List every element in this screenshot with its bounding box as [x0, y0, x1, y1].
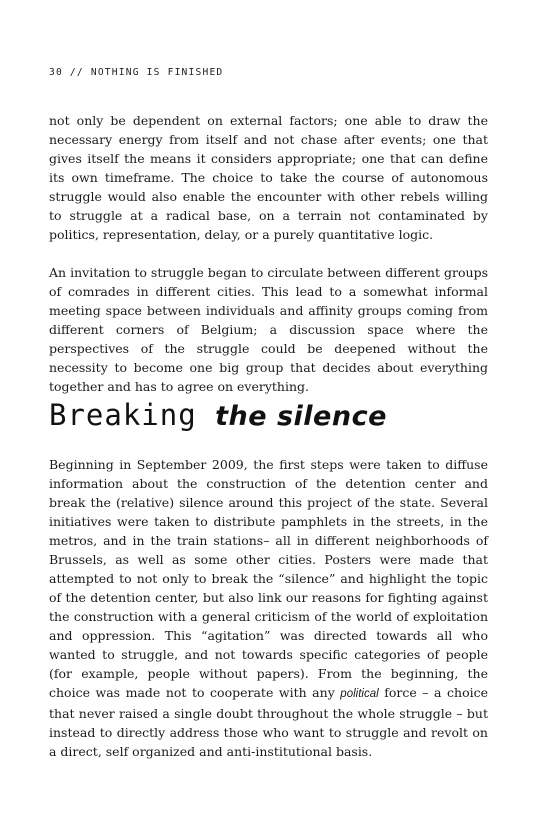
section-heading-plain: Breaking [49, 398, 216, 432]
paragraph-continuation: not only be dependent on external factors; one able to draw the necessary energy from itself and not chase after events; one that gives itself the means it considers appropriate; one that can define its own timeframe. The choice to take the course of autonomous struggle would also enable the encounter with other rebels willing to struggle at a radical base, on a terrain not contaminated by politics, representation, delay, or a purely quantitative logic. [49, 113, 488, 242]
running-header: 30 // NOTHING IS FINISHED [49, 67, 224, 78]
paragraph-breaking-silence-part-a: Beginning in September 2009, the first steps were taken to diffuse information about the construction of the detention center and break the (relative) silence around this project of the state. Several initiatives were taken to distribute pamphlets in the streets, in the metros, and in the train stations– all in different neighborhoods of Brussels, as well as some other cities. Posters were made that attempted to not only to break the “silence” and highlight the topic of the detention center, but also link our reasons for fighting against the construction with a general criticism of the world of exploitation and oppression. This “agitation” was directed towards all who wanted to struggle, and not towards specific categories of people (for example, people without papers). From the beginning, the choice was made not to cooperate with any [49, 457, 488, 700]
paragraph-breaking-silence-part-b: force – a choice that never raised a single doubt throughout the whole struggle – but instead to directly address those who want to struggle and revolt on a direct, self organized and anti-institutional basis. [49, 685, 488, 759]
paragraph-breaking-silence [49, 455, 488, 761]
section-heading [49, 398, 387, 432]
paragraph-invitation: An invitation to struggle began to circulate between different groups of comrades in different cities. This lead to a somewhat informal meeting space between individuals and affinity groups coming from different corners of Belgium; a discussion space where the perspectives of the struggle could be deepened without the necessity to become one big group that decides about everything together and has to agree on everything. [49, 265, 488, 394]
section-heading-emphasis: the silence [215, 401, 387, 432]
emphasis-political: political [340, 688, 379, 700]
